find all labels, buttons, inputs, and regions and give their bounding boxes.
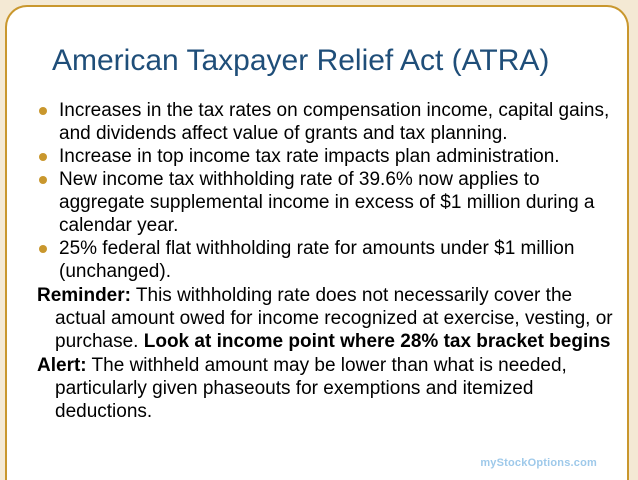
watermark-logo: myStockOptions.com (480, 457, 597, 469)
bullet-dot-icon (39, 107, 47, 115)
bullet-item (39, 237, 627, 283)
reminder-text: This withholding rate does not necessarily cover the actual amount owed for income recognized at exercise, vesting, or purchase. (55, 285, 613, 352)
slide-frame (5, 5, 629, 480)
bullet-item (39, 145, 627, 168)
bullet-dot-icon (39, 153, 47, 161)
reminder-paragraph (37, 284, 627, 353)
bullet-text: 25% federal flat withholding rate for amounts under $1 million (unchanged). (59, 238, 575, 282)
reminder-label: Reminder: (37, 285, 131, 306)
bullet-item (39, 168, 627, 237)
bullet-dot-icon (39, 176, 47, 184)
bullet-text: Increase in top income tax rate impacts plan administration. (59, 146, 560, 167)
alert-paragraph (37, 354, 627, 423)
slide-title: American Taxpayer Relief Act (ATRA) (52, 44, 550, 77)
alert-text: The withheld amount may be lower than what is needed, particularly given phaseouts for exemptions and itemized deductions. (55, 355, 567, 422)
reminder-emphasis: Look at income point where 28% tax bracket begins (143, 331, 611, 352)
bullet-dot-icon (39, 245, 47, 253)
bullet-item (39, 99, 627, 145)
bullet-text: New income tax withholding rate of 39.6% now applies to aggregate supplemental income in excess of $1 million during a calendar year. (59, 169, 595, 236)
slide-content (37, 99, 627, 423)
alert-label: Alert: (37, 355, 87, 376)
bullet-text: Increases in the tax rates on compensation income, capital gains, and dividends affect value of grants and tax planning. (59, 100, 610, 144)
